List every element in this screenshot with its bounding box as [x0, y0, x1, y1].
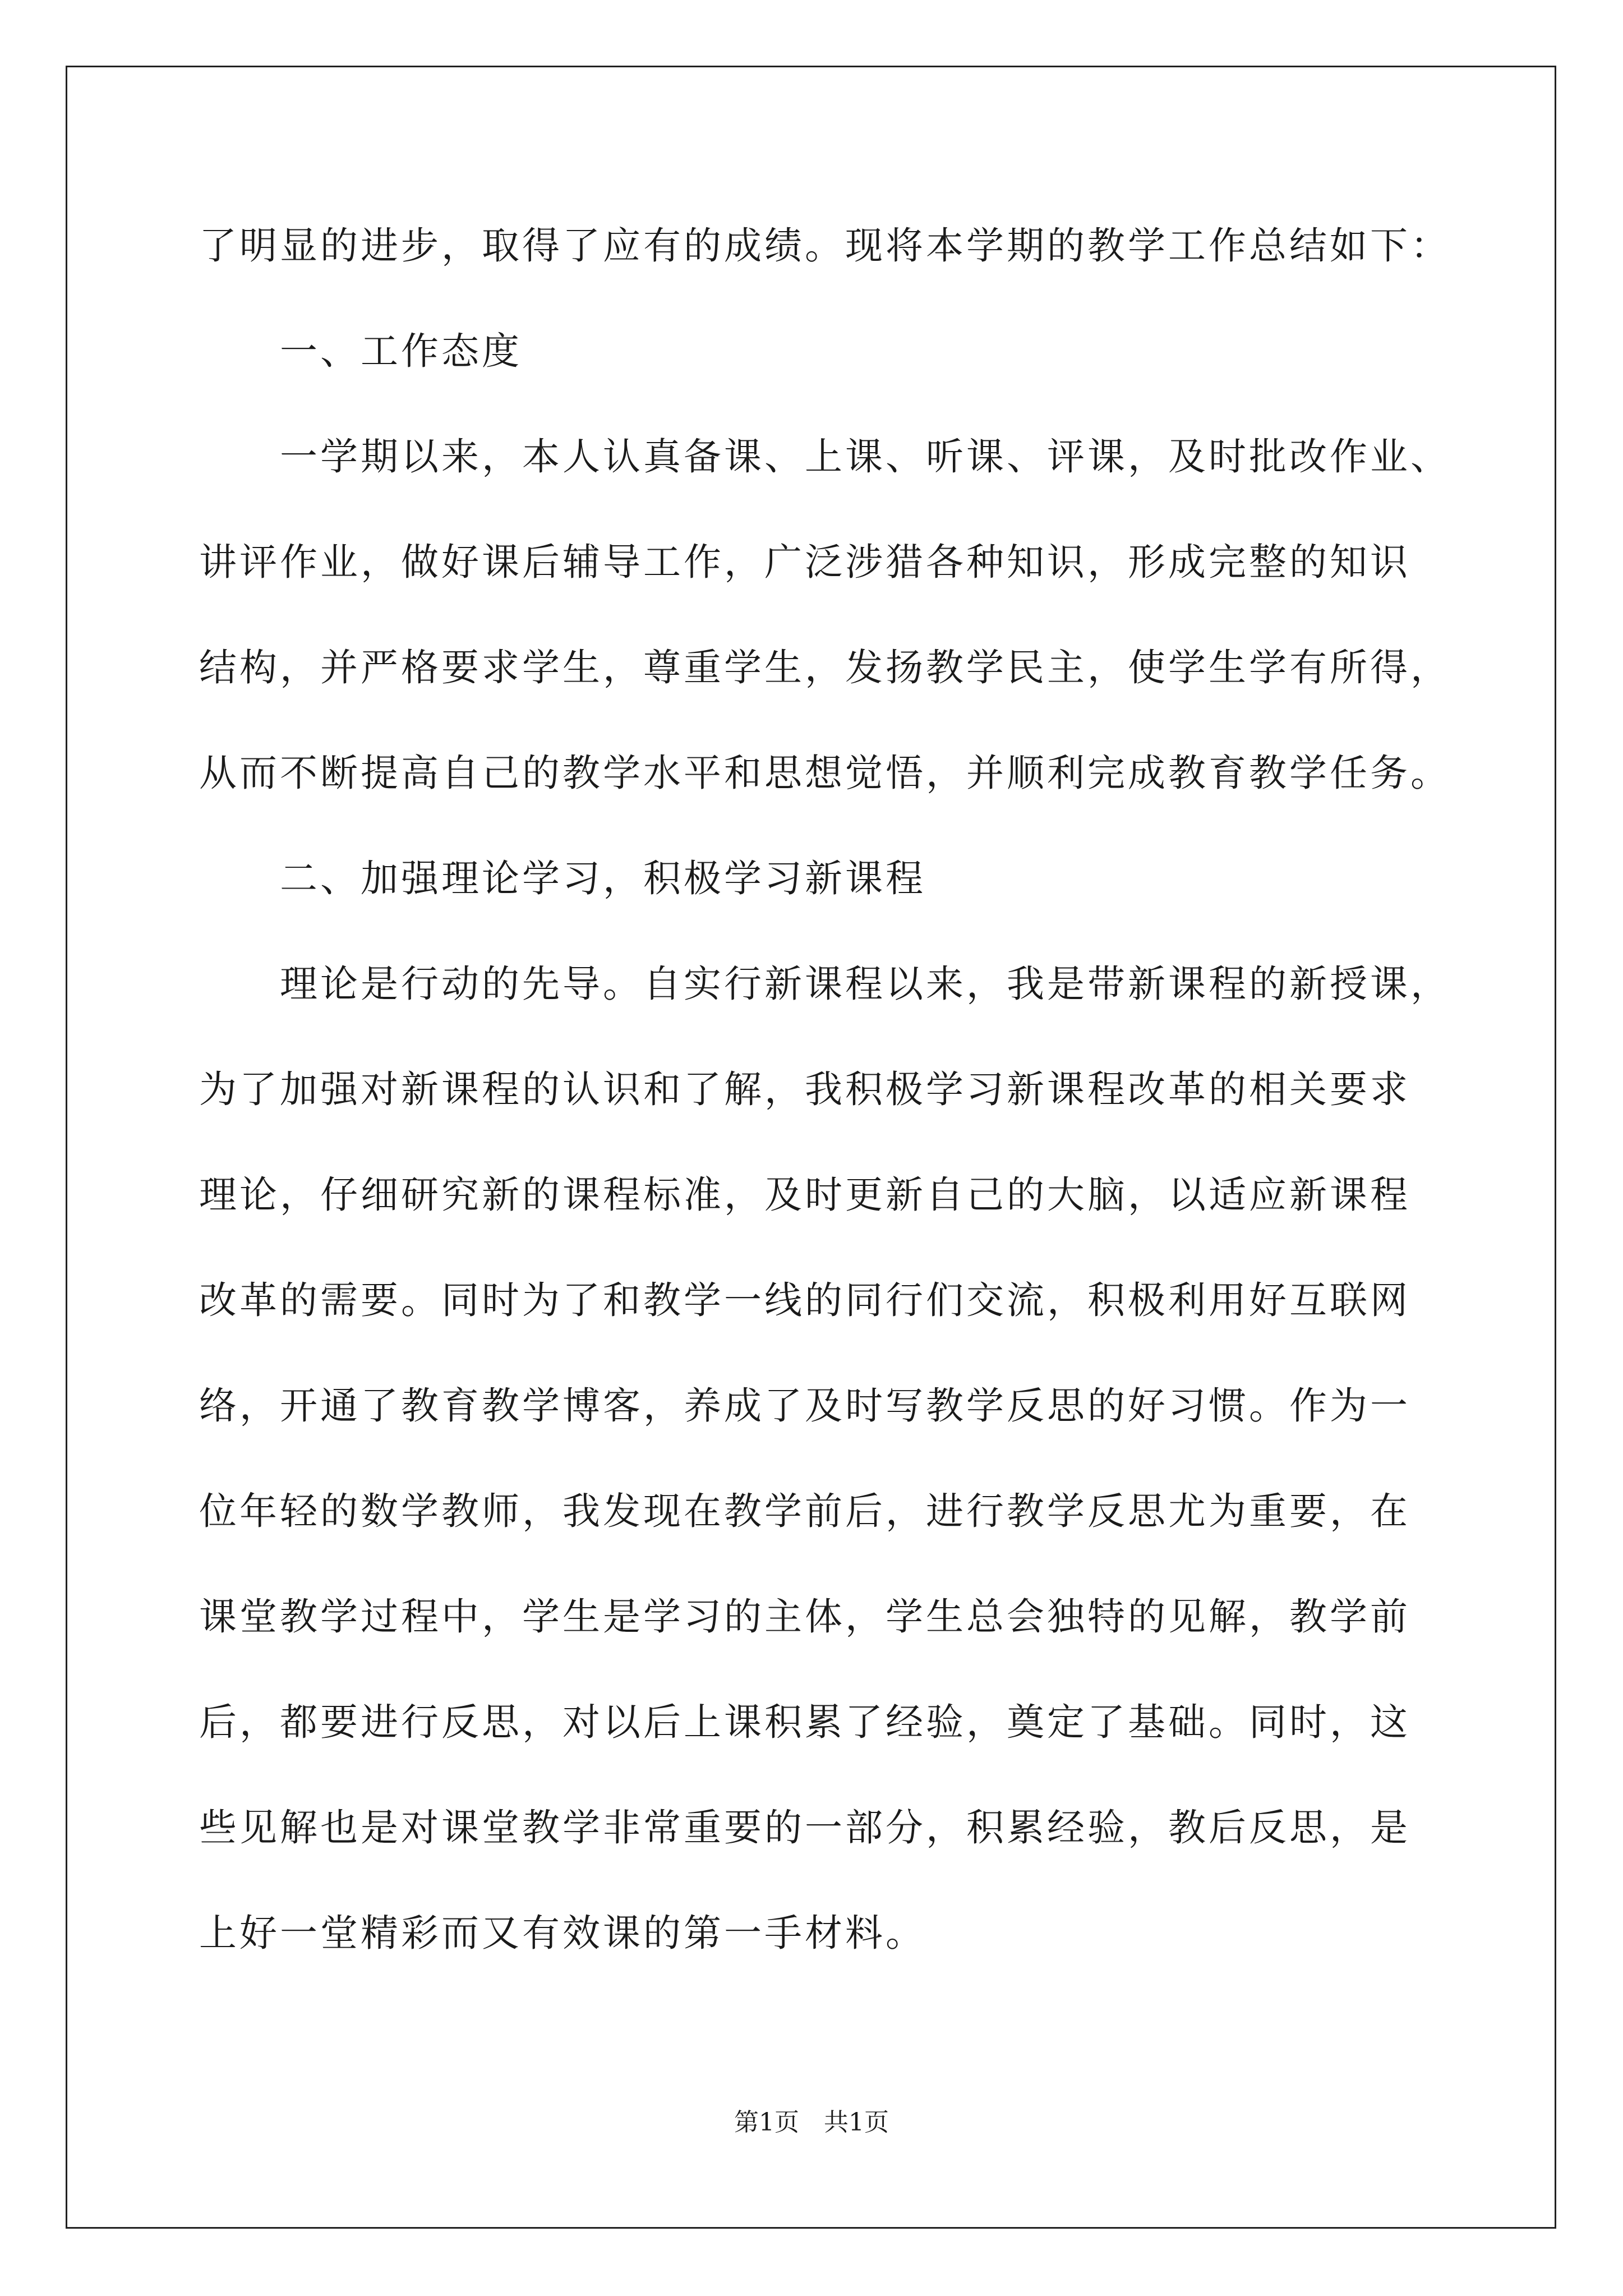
text-line-13: 位年轻的数学教师，我发现在教学前后，进行教学反思尤为重要，在 [199, 1489, 1410, 1533]
text-line-17: 上好一堂精彩而又有效课的第一手材料。 [199, 1911, 926, 1955]
page-footer: 第1页 共1页 [734, 2108, 889, 2137]
text-line-9: 为了加强对新课程的认识和了解，我积极学习新课程改革的相关要求 [199, 1068, 1410, 1111]
text-line-6: 从而不断提高自己的教学水平和思想觉悟，并顺利完成教育教学任务。 [199, 751, 1451, 795]
text-line-8: 理论是行动的先导。自实行新课程以来，我是带新课程的新授课， [280, 962, 1451, 1006]
text-line-1: 了明显的进步，取得了应有的成绩。现将本学期的教学工作总结如下： [199, 224, 1451, 268]
text-line-10: 理论，仔细研究新的课程标准，及时更新自己的大脑，以适应新课程 [199, 1173, 1410, 1217]
text-line-11: 改革的需要。同时为了和教学一线的同行们交流，积极利用好互联网 [199, 1278, 1410, 1322]
text-line-4: 讲评作业，做好课后辅导工作，广泛涉猎各种知识，形成完整的知识 [199, 540, 1410, 584]
text-line-5: 结构，并严格要求学生，尊重学生，发扬教学民主，使学生学有所得， [199, 646, 1451, 689]
text-line-15: 后，都要进行反思，对以后上课积累了经验，奠定了基础。同时，这 [199, 1700, 1410, 1744]
text-line-14: 课堂教学过程中，学生是学习的主体，学生总会独特的见解，教学前 [199, 1595, 1410, 1639]
document-body [199, 212, 1451, 2005]
section-heading-theory-study: 二、加强理论学习，积极学习新课程 [280, 857, 926, 900]
text-line-3: 一学期以来，本人认真备课、上课、听课、评课，及时批改作业、 [280, 435, 1451, 478]
section-heading-work-attitude: 一、工作态度 [280, 329, 522, 373]
text-line-12: 络，开通了教育教学博客，养成了及时写教学反思的好习惯。作为一 [199, 1384, 1410, 1428]
text-line-16: 些见解也是对课堂教学非常重要的一部分，积累经验，教后反思，是 [199, 1806, 1410, 1849]
